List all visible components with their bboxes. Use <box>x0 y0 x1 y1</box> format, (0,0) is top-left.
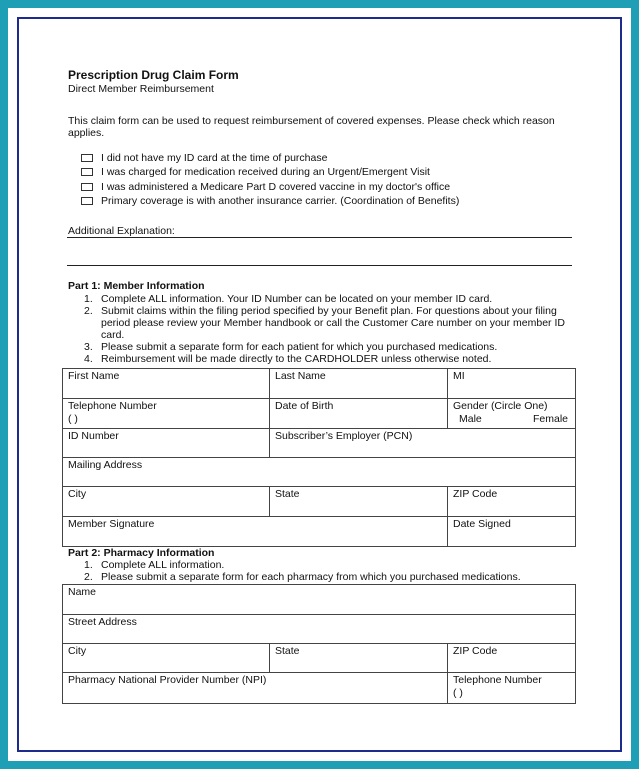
instruction-item: 4. Reimbursement will be made directly to the CARDHOLDER unless otherwise noted. <box>84 353 492 365</box>
pharmacy-city-field[interactable]: City <box>63 644 270 673</box>
last-name-field[interactable]: Last Name <box>270 369 448 399</box>
state-field[interactable]: State <box>270 487 448 517</box>
part2-instructions <box>84 559 571 583</box>
form-subtitle: Direct Member Reimbursement <box>68 83 214 95</box>
instruction-item: 2. Submit claims within the filing period specified by your Benefit plan. For questions about your filing period please review your Member handbook or call the Customer Care number on your member ID card. <box>84 305 565 341</box>
pharmacy-state-field[interactable]: State <box>270 644 448 673</box>
reason-checkbox[interactable] <box>81 168 93 176</box>
reason-checkbox[interactable] <box>81 154 93 162</box>
part1-instructions <box>84 293 571 365</box>
instruction-item: 2. Please submit a separate form for each pharmacy from which you purchased medications. <box>84 571 521 583</box>
explanation-line[interactable] <box>67 265 572 266</box>
first-name-field[interactable]: First Name <box>63 369 270 399</box>
gender-field[interactable]: Gender (Circle One) Male Female <box>448 399 576 429</box>
pharmacy-zip-field[interactable]: ZIP Code <box>448 644 576 673</box>
reason-checkbox[interactable] <box>81 197 93 205</box>
reason-checkbox[interactable] <box>81 183 93 191</box>
dob-field[interactable]: Date of Birth <box>270 399 448 429</box>
zip-field[interactable]: ZIP Code <box>448 487 576 517</box>
reason-row <box>81 195 459 207</box>
employer-field[interactable]: Subscriber’s Employer (PCN) <box>270 429 576 458</box>
member-info-table <box>62 368 576 547</box>
city-field[interactable]: City <box>63 487 270 517</box>
form-title: Prescription Drug Claim Form <box>68 68 239 82</box>
gender-male-option[interactable]: Male <box>459 413 482 425</box>
additional-explanation-label: Additional Explanation: <box>68 225 175 237</box>
pharmacy-npi-field[interactable]: Pharmacy National Provider Number (NPI) <box>63 673 448 704</box>
instruction-item: 3. Please submit a separate form for each patient for which you purchased medications. <box>84 341 498 353</box>
reason-label: I did not have my ID card at the time of purchase <box>101 152 328 164</box>
explanation-line[interactable] <box>67 237 572 238</box>
date-signed-field[interactable]: Date Signed <box>448 517 576 547</box>
instruction-item: 1. Complete ALL information. <box>84 559 225 571</box>
reason-row <box>81 166 430 178</box>
id-number-field[interactable]: ID Number <box>63 429 270 458</box>
instruction-item: 1. Complete ALL information. Your ID Number can be located on your member ID card. <box>84 293 493 305</box>
intro-text: This claim form can be used to request reimbursement of covered expenses. Please check which reason applies. <box>68 115 555 139</box>
mailing-address-field[interactable]: Mailing Address <box>63 458 576 487</box>
reason-label: I was charged for medication received during an Urgent/Emergent Visit <box>101 166 430 178</box>
pharmacy-telephone-field[interactable]: Telephone Number ( ) <box>448 673 576 704</box>
gender-female-option[interactable]: Female <box>532 413 568 425</box>
reason-label: Primary coverage is with another insurance carrier. (Coordination of Benefits) <box>101 195 460 207</box>
member-signature-field[interactable]: Member Signature <box>63 517 448 547</box>
telephone-field[interactable]: Telephone Number ( ) <box>63 399 270 429</box>
pharmacy-street-field[interactable]: Street Address <box>63 615 576 644</box>
pharmacy-name-field[interactable]: Name <box>63 585 576 615</box>
pharmacy-info-table <box>62 584 576 704</box>
reason-row <box>81 152 327 164</box>
reason-label: I was administered a Medicare Part D covered vaccine in my doctor's office <box>101 181 451 193</box>
part1-heading: Part 1: Member Information <box>68 280 205 292</box>
reason-row <box>81 181 450 193</box>
mi-field[interactable]: MI <box>448 369 576 399</box>
part2-heading: Part 2: Pharmacy Information <box>68 547 215 559</box>
